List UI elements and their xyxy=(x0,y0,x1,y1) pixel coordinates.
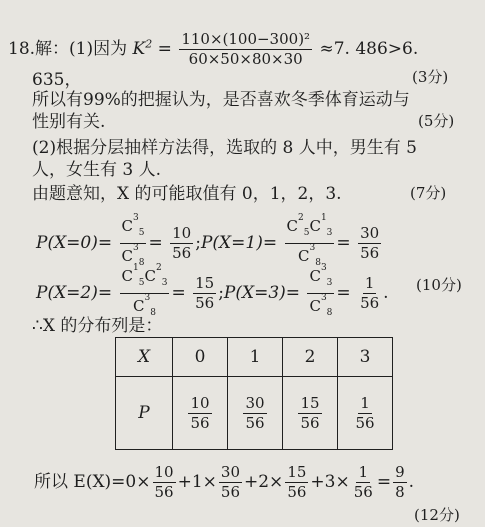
score-10: (10分) xyxy=(416,276,462,294)
expectation-lhs: 所以 E(X)=0× xyxy=(34,472,151,492)
table-row-p xyxy=(116,377,393,450)
p0-lhs: P(X=0)= xyxy=(36,233,113,253)
prob-line-23: P(X=2)= $\frac{C^1_5C^2_3}{C^3_8}$ = $\frac{15}{56}$ ;P(X=3)= $\frac{C^3_3}{C^3_8}$ = $\frac{1}{56}$ . xyxy=(36,264,389,304)
score-7: (7分) xyxy=(410,184,447,202)
conclusion-line: 所以有99%的把握认为，是否喜欢冬季体育运动与 xyxy=(32,90,410,110)
table-x-1: 1 xyxy=(228,338,283,377)
exp-frac-2: $\frac{15}{56}$ xyxy=(287,463,307,501)
table-row-x xyxy=(116,338,393,377)
p2-lhs: P(X=2)= xyxy=(36,283,113,303)
problem-number: 18. xyxy=(8,39,36,59)
table-x-0: 0 xyxy=(173,338,228,377)
p1-comb-fraction: $\frac{C^2_5C^1_3}{C^3_8}$ xyxy=(286,212,333,268)
k2-fraction xyxy=(179,30,312,69)
p3-result: $\frac{1}{56}$ xyxy=(360,274,380,312)
exp-frac-1: $\frac{30}{56}$ xyxy=(220,463,240,501)
values-line: 由题意知，X 的可能取值有 0，1，2，3. xyxy=(32,184,342,204)
exp-frac-0: $\frac{10}{56}$ xyxy=(154,463,174,501)
p0-comb-fraction: $\frac{C^3_5}{C^3_8}$ xyxy=(121,212,145,268)
table-p-0: $\frac{10}{56}$ xyxy=(173,377,228,450)
score-12: (12分) xyxy=(414,506,460,524)
p1-result: $\frac{30}{56}$ xyxy=(360,224,380,262)
table-x-3: 3 xyxy=(338,338,393,377)
table-p-2: $\frac{15}{56}$ xyxy=(283,377,338,450)
p0-result: $\frac{10}{56}$ xyxy=(172,224,192,262)
score-3: (3分) xyxy=(412,68,449,86)
expectation-result: $\frac{9}{8}$ xyxy=(395,463,405,501)
table-head-p: P xyxy=(116,377,173,450)
p3-lhs: P(X=3)= xyxy=(223,283,301,303)
p3-comb-fraction: $\frac{C^3_3}{C^3_8}$ xyxy=(309,262,333,318)
part2-line: (2)根据分层抽样方法得，选取的 8 人中，男生有 5 xyxy=(32,138,417,158)
p2-comb-fraction: $\frac{C^1_5C^2_3}{C^3_8}$ xyxy=(121,262,168,318)
k2-numerator: 110×(100−300)² xyxy=(181,30,311,48)
exp-frac-3: $\frac{1}{56}$ xyxy=(353,463,373,501)
k2-symbol: $K^2$ xyxy=(132,37,153,59)
k2-continuation: 635， xyxy=(32,70,82,90)
p2-result: $\frac{15}{56}$ xyxy=(195,274,215,312)
part2-continuation: 人，女生有 3 人. xyxy=(32,160,162,180)
table-p-1: $\frac{30}{56}$ xyxy=(228,377,283,450)
distribution-table xyxy=(115,337,393,450)
part1-label: (1)因为 xyxy=(69,39,128,59)
p1-lhs: P(X=1)= xyxy=(200,233,278,253)
table-p-3: $\frac{1}{56}$ xyxy=(338,377,393,450)
prob-line-01: P(X=0)= $\frac{C^3_5}{C^3_8}$ = $\frac{10}{56}$ ;P(X=1)= $\frac{C^2_5C^1_3}{C^3_8}$ = $\frac{30}{56}$ xyxy=(36,214,383,254)
expectation-line: 所以 E(X)=0× $\frac{10}{56}$ +1× $\frac{30}{56}$ +2× $\frac{15}{56}$ +3× $\frac{1}{56}$ = $\frac{9}{8}$ . xyxy=(34,463,415,501)
conclusion-continuation: 性别有关. xyxy=(32,112,106,132)
distribution-label: ∴X 的分布列是： xyxy=(32,316,163,336)
k2-line: 18.解：(1)因为 $K^2$ = $\frac{\text{110×(100−300)²}}{60\times 50\times 80\times 30}$ ≈7. 486>6. xyxy=(8,30,419,68)
solution-label: 解： xyxy=(35,39,70,59)
table-x-2: 2 xyxy=(283,338,338,377)
k2-denominator: 60×50×80×30 xyxy=(188,50,303,68)
score-5: (5分) xyxy=(418,112,455,130)
k2-approx: ≈7. 486>6. xyxy=(319,39,419,59)
table-head-x: X xyxy=(116,338,173,377)
